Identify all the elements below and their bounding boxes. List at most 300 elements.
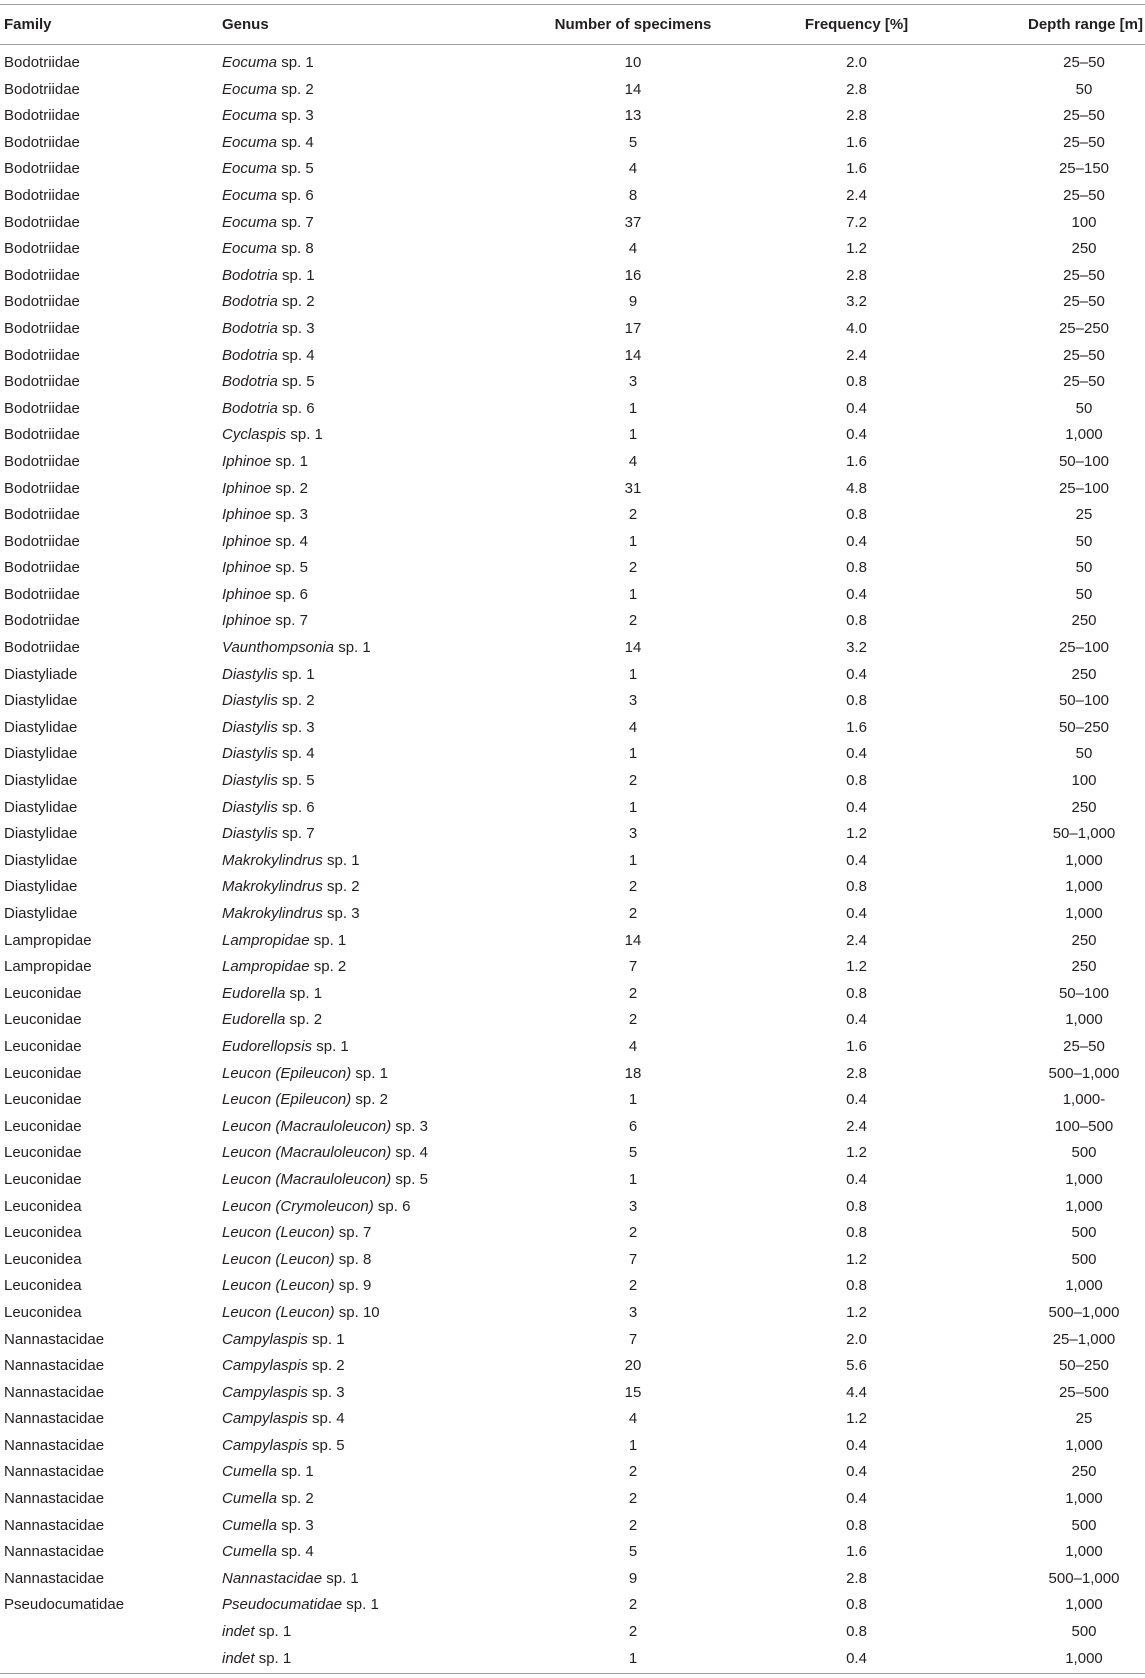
cell-specimens: 2 <box>628 612 638 630</box>
table-row <box>0 1327 1145 1354</box>
cell-specimens: 2 <box>628 1463 638 1481</box>
cell-specimens: 4 <box>628 160 638 178</box>
table-row <box>0 103 1145 130</box>
cell-genus <box>222 529 522 556</box>
species-suffix: sp. 7 <box>277 825 315 843</box>
cell-family: Bodotriidae <box>4 612 80 630</box>
cell-family: Bodotriidae <box>4 559 80 577</box>
species-suffix: sp. 2 <box>277 293 315 311</box>
cell-depth: 1,000 <box>1065 426 1103 444</box>
table-row <box>0 1087 1145 1114</box>
cell-depth: 25–50 <box>1063 186 1105 204</box>
cell-depth: 50 <box>1075 559 1093 577</box>
cell-genus <box>222 928 522 955</box>
cell-genus <box>222 343 522 370</box>
cell-genus <box>222 103 522 130</box>
cell-specimens: 2 <box>628 1596 638 1614</box>
cell-depth: 25–50 <box>1063 346 1105 364</box>
cell-family: Nannastacidae <box>4 1436 105 1454</box>
cell-depth: 1,000 <box>1065 1436 1103 1454</box>
cell-frequency: 0.8 <box>846 373 867 391</box>
cell-specimens: 7 <box>628 1250 638 1268</box>
cell-depth: 50–250 <box>1058 718 1110 736</box>
cell-depth: 500–1,000 <box>1048 1303 1120 1321</box>
cell-depth: 250 <box>1071 240 1097 258</box>
cell-depth: 250 <box>1071 958 1097 976</box>
table-row <box>0 1459 1145 1486</box>
table-row <box>0 582 1145 609</box>
cell-frequency: 0.8 <box>846 878 867 896</box>
table-row <box>0 1167 1145 1194</box>
cell-depth: 25–150 <box>1058 160 1110 178</box>
cell-genus <box>222 874 522 901</box>
species-suffix: sp. 1 <box>342 1596 379 1614</box>
cell-family: Bodotriidae <box>4 319 80 337</box>
table-row <box>0 1486 1145 1513</box>
cell-frequency: 2.8 <box>846 80 867 98</box>
cell-frequency: 0.4 <box>846 1490 867 1508</box>
cell-family: Nannastacidae <box>4 1357 105 1375</box>
species-suffix: sp. 5 <box>271 559 308 577</box>
genus-italic: Leucon (Macrauloleucon) <box>222 1170 392 1188</box>
species-suffix: sp. 6 <box>277 186 314 204</box>
cell-frequency: 4.8 <box>846 479 867 497</box>
cell-family: Leuconidae <box>4 1064 82 1082</box>
cell-family: Bodotriidae <box>4 80 80 98</box>
cell-family: Bodotriidae <box>4 585 80 603</box>
cell-specimens: 1 <box>628 1436 638 1454</box>
cell-depth: 50–1,000 <box>1052 825 1116 843</box>
cell-frequency: 0.4 <box>846 1463 867 1481</box>
cell-frequency: 0.4 <box>846 1011 867 1029</box>
cell-specimens: 1 <box>628 426 638 444</box>
cell-family: Bodotriidae <box>4 266 80 284</box>
genus-italic: Cumella <box>222 1463 278 1481</box>
table-row <box>0 608 1145 635</box>
cell-frequency: 1.2 <box>846 958 867 976</box>
genus-italic: Diastylis <box>222 665 278 683</box>
cell-depth: 50 <box>1075 745 1093 763</box>
cell-depth: 50–100 <box>1058 984 1110 1002</box>
cell-frequency: 2.8 <box>846 266 867 284</box>
cell-frequency: 0.4 <box>846 665 867 683</box>
cell-specimens: 31 <box>624 479 642 497</box>
cell-genus <box>222 688 522 715</box>
genus-italic: Lampropidae <box>222 958 310 976</box>
cell-depth: 50–100 <box>1058 452 1110 470</box>
table-row <box>0 422 1145 449</box>
header-specimens: Number of specimens <box>554 15 712 33</box>
cell-family: Bodotriidae <box>4 373 80 391</box>
cell-family: Pseudocumatidae <box>4 1596 125 1614</box>
cell-family: Bodotriidae <box>4 426 80 444</box>
cell-genus <box>222 795 522 822</box>
table-row <box>0 1646 1145 1673</box>
table-row <box>0 449 1145 476</box>
species-suffix: sp. 3 <box>277 718 315 736</box>
genus-italic: Leucon (Epileucon) <box>222 1064 352 1082</box>
species-suffix: sp. 4 <box>391 1144 428 1162</box>
cell-genus <box>222 289 522 316</box>
table-row <box>0 1114 1145 1141</box>
cell-specimens: 2 <box>628 1224 638 1242</box>
cell-frequency: 0.4 <box>846 426 867 444</box>
cell-specimens: 2 <box>628 905 638 922</box>
genus-italic: Eocuma <box>222 80 278 98</box>
cell-specimens: 3 <box>628 373 638 391</box>
cell-depth: 25–50 <box>1063 266 1105 284</box>
cell-specimens: 2 <box>628 506 638 524</box>
cell-depth: 25–100 <box>1058 479 1110 497</box>
species-suffix: sp. 1 <box>334 639 371 657</box>
cell-specimens: 2 <box>628 1516 638 1534</box>
cell-family: Nannastacidae <box>4 1410 105 1428</box>
cell-specimens: 1 <box>628 665 638 683</box>
table-row <box>0 289 1145 316</box>
cell-specimens: 2 <box>628 1490 638 1508</box>
table-row <box>0 848 1145 875</box>
cell-frequency: 0.4 <box>846 585 867 603</box>
cell-genus <box>222 1247 522 1274</box>
cell-specimens: 3 <box>628 825 638 843</box>
table-row <box>0 1539 1145 1566</box>
genus-italic: Iphinoe <box>222 532 272 550</box>
genus-italic: Iphinoe <box>222 452 272 470</box>
cell-depth: 100 <box>1071 213 1097 231</box>
cell-specimens: 14 <box>624 639 642 657</box>
cell-frequency: 2.4 <box>846 1117 867 1135</box>
table-row <box>0 795 1145 822</box>
cell-depth: 250 <box>1071 1463 1097 1481</box>
species-suffix: sp. 6 <box>277 399 315 417</box>
cell-family: Bodotriidae <box>4 293 80 311</box>
genus-italic: Iphinoe <box>222 559 272 577</box>
cell-genus <box>222 502 522 529</box>
cell-specimens: 2 <box>628 1011 638 1029</box>
species-suffix: sp. 2 <box>309 958 347 976</box>
header-depth: Depth range [m] <box>1027 15 1143 33</box>
species-suffix: sp. 3 <box>322 905 360 922</box>
cell-specimens: 1 <box>628 532 638 550</box>
cell-specimens: 4 <box>628 1037 638 1055</box>
genus-italic: Cumella <box>222 1490 278 1508</box>
cell-genus <box>222 848 522 875</box>
table-row <box>0 768 1145 795</box>
cell-genus <box>222 44 522 77</box>
cell-depth: 500 <box>1071 1224 1097 1242</box>
species-suffix: sp. 1 <box>285 984 323 1002</box>
table-row <box>0 1592 1145 1619</box>
cell-depth: 1,000 <box>1065 1170 1103 1188</box>
cell-specimens: 2 <box>628 559 638 577</box>
genus-italic: Eocuma <box>222 240 278 258</box>
species-suffix: sp. 6 <box>373 1197 411 1215</box>
species-suffix: sp. 1 <box>277 1463 314 1481</box>
genus-italic: Cyclaspis <box>222 426 287 444</box>
cell-genus <box>222 1140 522 1167</box>
species-suffix: sp. 2 <box>277 692 315 710</box>
genus-italic: Iphinoe <box>222 479 272 497</box>
cell-specimens: 7 <box>628 1330 638 1348</box>
species-suffix: sp. 5 <box>277 373 315 391</box>
genus-italic: Campylaspis <box>222 1330 308 1348</box>
cell-specimens: 20 <box>624 1357 642 1375</box>
cell-genus <box>222 1539 522 1566</box>
cell-genus <box>222 635 522 662</box>
cell-specimens: 2 <box>628 1623 638 1641</box>
cell-genus <box>222 1592 522 1619</box>
species-suffix: sp. 1 <box>277 665 315 683</box>
cell-specimens: 15 <box>624 1383 642 1401</box>
genus-italic: Leucon (Macrauloleucon) <box>222 1117 392 1135</box>
table-row <box>0 1007 1145 1034</box>
cell-genus <box>222 1034 522 1061</box>
cell-depth: 1,000 <box>1065 1649 1103 1667</box>
genus-italic: Bodotria <box>222 319 278 337</box>
cell-family <box>0 1619 222 1646</box>
cell-genus <box>222 1566 522 1593</box>
cell-depth: 1,000 <box>1065 1490 1103 1508</box>
cell-genus <box>222 662 522 689</box>
cell-family: Nannastacidae <box>4 1516 105 1534</box>
cell-frequency: 1.2 <box>846 1144 867 1162</box>
cell-family: Nannastacidae <box>4 1330 105 1348</box>
cell-specimens: 4 <box>628 718 638 736</box>
genus-italic: Cumella <box>222 1516 278 1534</box>
cell-depth: 25–50 <box>1063 1037 1105 1055</box>
cell-depth: 1,000 <box>1065 905 1103 922</box>
table-row <box>0 635 1145 662</box>
cell-family: Bodotriidae <box>4 639 80 657</box>
cell-genus <box>222 396 522 423</box>
cell-genus <box>222 1273 522 1300</box>
cell-depth: 25–100 <box>1058 639 1110 657</box>
cell-genus <box>222 476 522 503</box>
species-suffix: sp. 1 <box>254 1649 292 1667</box>
table-row <box>0 1061 1145 1088</box>
cell-family: Diastyliade <box>4 665 78 683</box>
cell-specimens: 18 <box>624 1064 642 1082</box>
cell-frequency: 0.8 <box>846 1197 867 1215</box>
species-suffix: sp. 1 <box>254 1623 292 1641</box>
cell-family: Diastylidae <box>4 718 78 736</box>
genus-italic: Eocuma <box>222 160 278 178</box>
table-row <box>0 156 1145 183</box>
cell-frequency: 1.6 <box>846 1543 867 1561</box>
cell-family: Bodotriidae <box>4 240 80 258</box>
cell-family: Diastylidae <box>4 798 78 816</box>
cell-genus <box>222 768 522 795</box>
cell-genus <box>222 1513 522 1540</box>
cell-frequency: 0.8 <box>846 1623 867 1641</box>
table-body <box>0 44 1145 1672</box>
table-row <box>0 662 1145 689</box>
specimen-table <box>0 4 1145 1672</box>
cell-genus <box>222 422 522 449</box>
table-row <box>0 210 1145 237</box>
cell-frequency: 0.4 <box>846 745 867 763</box>
cell-depth: 1,000 <box>1065 1277 1103 1295</box>
table-row <box>0 1140 1145 1167</box>
cell-specimens: 37 <box>624 213 642 231</box>
cell-frequency: 0.8 <box>846 1596 867 1614</box>
species-suffix: sp. 1 <box>271 452 308 470</box>
cell-frequency: 0.4 <box>846 1649 867 1667</box>
genus-italic: Bodotria <box>222 266 278 284</box>
cell-genus <box>222 555 522 582</box>
cell-specimens: 14 <box>624 346 642 364</box>
genus-italic: Bodotria <box>222 399 278 417</box>
cell-genus <box>222 1087 522 1114</box>
species-suffix: sp. 7 <box>334 1224 372 1242</box>
cell-depth: 100–500 <box>1054 1117 1114 1135</box>
cell-genus <box>222 741 522 768</box>
cell-frequency: 1.6 <box>846 718 867 736</box>
cell-frequency: 0.4 <box>846 798 867 816</box>
genus-italic: Makrokylindrus <box>222 905 323 922</box>
species-suffix: sp. 7 <box>277 213 314 231</box>
genus-italic: Lampropidae <box>222 931 310 949</box>
table-row <box>0 715 1145 742</box>
cell-frequency: 2.8 <box>846 107 867 125</box>
species-suffix: sp. 4 <box>277 133 314 151</box>
cell-genus <box>222 449 522 476</box>
species-suffix: sp. 5 <box>277 772 315 790</box>
cell-family: Leuconidae <box>4 1091 82 1109</box>
species-suffix: sp. 3 <box>391 1117 428 1135</box>
genus-italic: Makrokylindrus <box>222 878 323 896</box>
cell-genus <box>222 1406 522 1433</box>
table-row <box>0 1220 1145 1247</box>
cell-frequency: 2.4 <box>846 931 867 949</box>
cell-frequency: 0.8 <box>846 984 867 1002</box>
cell-genus <box>222 1486 522 1513</box>
genus-italic: Campylaspis <box>222 1383 308 1401</box>
genus-italic: Bodotria <box>222 373 278 391</box>
cell-specimens: 5 <box>628 1144 638 1162</box>
cell-frequency: 4.0 <box>846 319 867 337</box>
genus-italic: Eocuma <box>222 54 278 71</box>
cell-genus <box>222 1300 522 1327</box>
cell-family: Leuconidae <box>4 1117 82 1135</box>
cell-specimens: 1 <box>628 745 638 763</box>
cell-specimens: 1 <box>628 1649 638 1667</box>
cell-family: Lampropidae <box>4 931 92 949</box>
header-family: Family <box>4 15 52 33</box>
genus-italic: Diastylis <box>222 745 278 763</box>
cell-specimens: 3 <box>628 1303 638 1321</box>
species-suffix: sp. 1 <box>309 931 347 949</box>
table-row <box>0 1513 1145 1540</box>
cell-genus <box>222 901 522 928</box>
cell-family: Bodotriidae <box>4 213 80 231</box>
table-row <box>0 183 1145 210</box>
cell-frequency: 0.4 <box>846 851 867 869</box>
cell-family: Diastylidae <box>4 772 78 790</box>
cell-frequency: 0.4 <box>846 399 867 417</box>
genus-italic: Diastylis <box>222 692 278 710</box>
cell-depth: 50 <box>1075 80 1093 98</box>
cell-genus <box>222 130 522 157</box>
cell-specimens: 1 <box>628 399 638 417</box>
cell-frequency: 0.8 <box>846 1224 867 1242</box>
cell-specimens: 2 <box>628 772 638 790</box>
genus-italic: Diastylis <box>222 772 278 790</box>
genus-italic: Campylaspis <box>222 1436 308 1454</box>
header-row <box>0 4 1145 44</box>
cell-frequency: 0.8 <box>846 1516 867 1534</box>
genus-italic: Iphinoe <box>222 612 272 630</box>
cell-genus <box>222 715 522 742</box>
cell-frequency: 1.2 <box>846 825 867 843</box>
table-row <box>0 529 1145 556</box>
cell-depth: 250 <box>1071 931 1097 949</box>
cell-depth: 100 <box>1071 772 1097 790</box>
table-row <box>0 316 1145 343</box>
table-row <box>0 263 1145 290</box>
cell-family: Leuconidea <box>4 1224 82 1242</box>
cell-depth: 500 <box>1071 1144 1097 1162</box>
cell-depth: 25–50 <box>1063 373 1105 391</box>
cell-genus <box>222 1220 522 1247</box>
cell-frequency: 0.4 <box>846 1091 867 1109</box>
cell-specimens: 5 <box>628 1543 638 1561</box>
cell-frequency: 5.6 <box>846 1357 867 1375</box>
cell-family: Leuconidae <box>4 1170 82 1188</box>
cell-family: Bodotriidae <box>4 133 80 151</box>
cell-specimens: 7 <box>628 958 638 976</box>
cell-depth: 50 <box>1075 399 1093 417</box>
table-row <box>0 1380 1145 1407</box>
cell-depth: 25–50 <box>1063 293 1105 311</box>
cell-specimens: 2 <box>628 984 638 1002</box>
cell-genus <box>222 1327 522 1354</box>
table-row <box>0 130 1145 157</box>
genus-italic: Leucon (Crymoleucon) <box>222 1197 374 1215</box>
species-suffix: sp. 8 <box>277 240 314 258</box>
genus-italic: Leucon (Leucon) <box>222 1303 335 1321</box>
table-row <box>0 1433 1145 1460</box>
cell-genus <box>222 981 522 1008</box>
genus-italic: Diastylis <box>222 798 278 816</box>
cell-depth: 50 <box>1075 585 1093 603</box>
table-row <box>0 555 1145 582</box>
genus-italic: Bodotria <box>222 293 278 311</box>
cell-family: Leuconidae <box>4 1144 82 1162</box>
cell-genus <box>222 77 522 104</box>
genus-italic: Campylaspis <box>222 1357 308 1375</box>
species-suffix: sp. 1 <box>277 54 314 71</box>
cell-family: Bodotriidae <box>4 186 80 204</box>
table-row <box>0 741 1145 768</box>
genus-italic: Iphinoe <box>222 585 272 603</box>
cell-family: Leuconidae <box>4 1037 82 1055</box>
cell-frequency: 3.2 <box>846 639 867 657</box>
species-suffix: sp. 5 <box>307 1436 345 1454</box>
species-suffix: sp. 6 <box>277 798 315 816</box>
cell-depth: 25 <box>1075 1410 1093 1428</box>
cell-specimens: 3 <box>628 692 638 710</box>
cell-specimens: 3 <box>628 1197 638 1215</box>
cell-family <box>0 1646 222 1673</box>
cell-genus <box>222 210 522 237</box>
cell-frequency: 0.8 <box>846 1277 867 1295</box>
species-suffix: sp. 3 <box>277 107 314 125</box>
species-suffix: sp. 1 <box>351 1064 388 1082</box>
genus-italic: Campylaspis <box>222 1410 308 1428</box>
species-suffix: sp. 8 <box>334 1250 372 1268</box>
species-suffix: sp. 3 <box>277 319 315 337</box>
